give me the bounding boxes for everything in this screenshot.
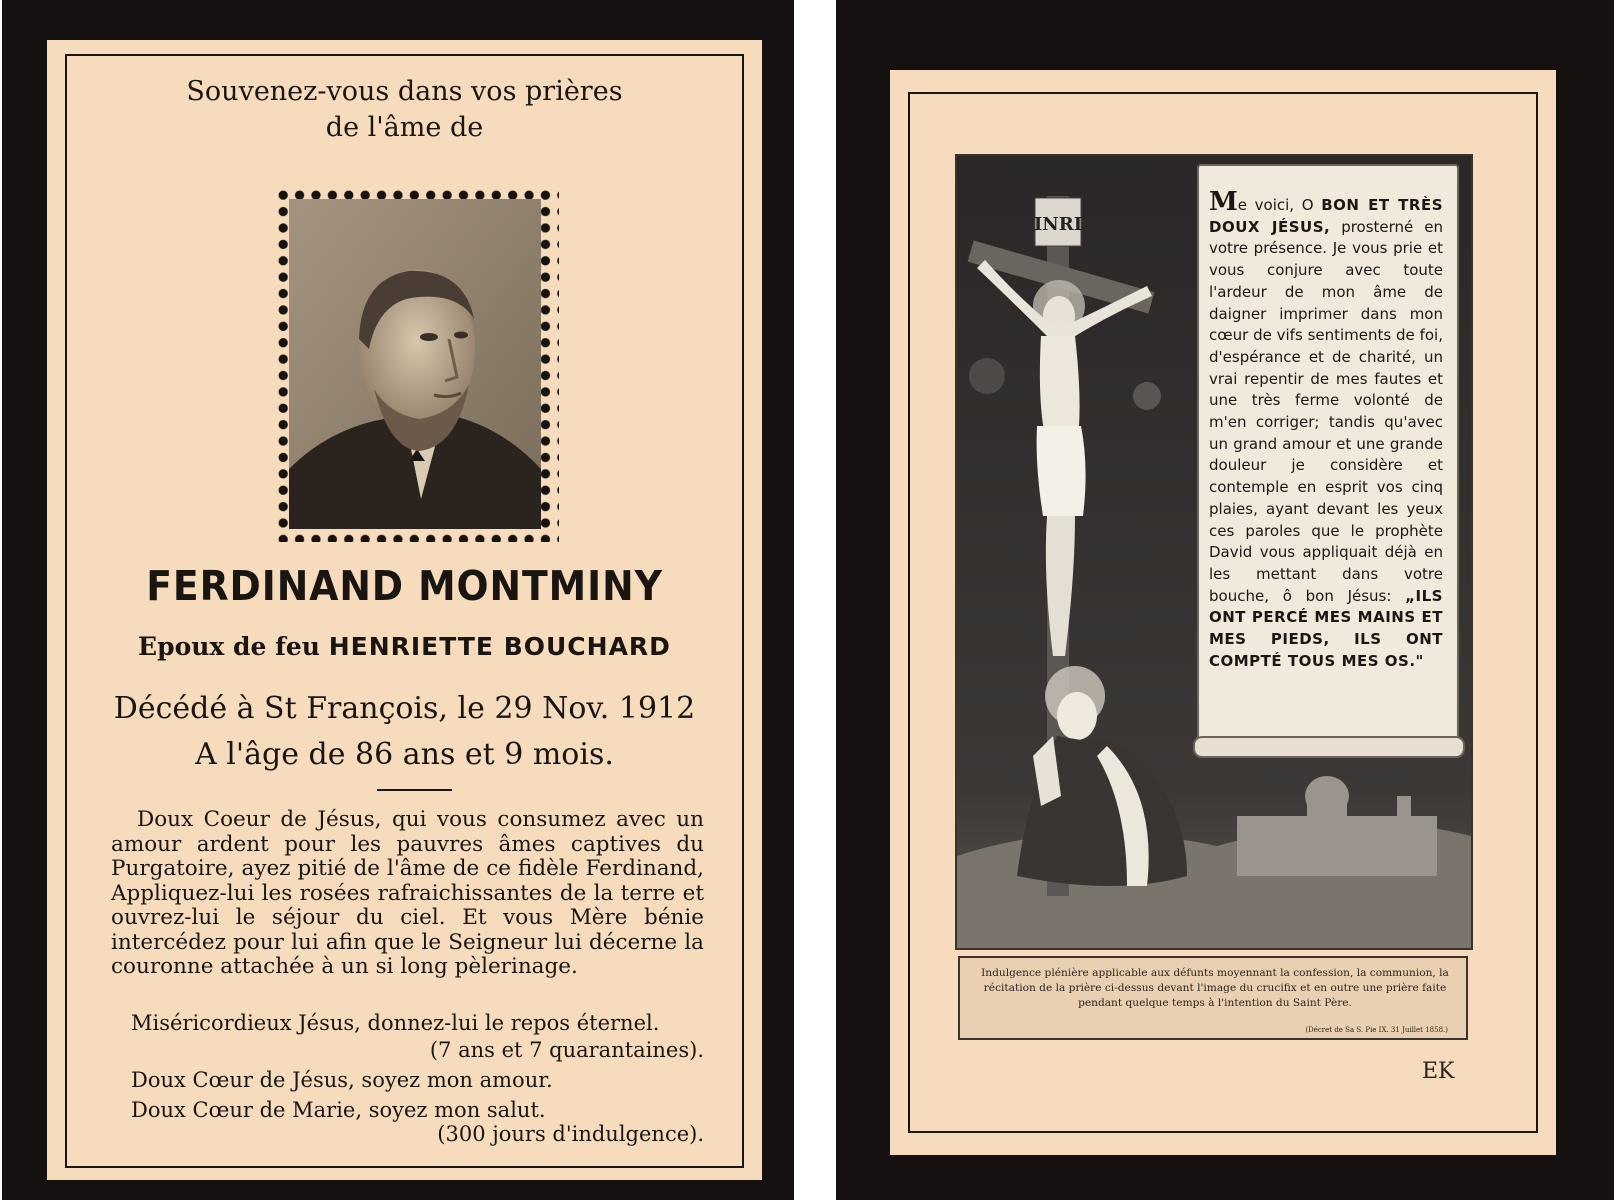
scroll-caps-b: „ILS ONT PERCÉ MES MAINS ET MES PIEDS, ILS ONT COMPTÉ TOUS MES OS."	[1209, 586, 1443, 670]
inri-plaque: INRI	[1033, 214, 1083, 235]
divider	[377, 789, 452, 791]
invocation-2: Doux Cœur de Jésus, soyez mon amour.	[131, 1068, 553, 1092]
spouse-name: HENRIETTE BOUCHARD	[328, 632, 671, 661]
indulgence-text: Indulgence plénière applicable aux défunts moyennant la confession, la communion, la récitation de la prière ci-dessus devant l'image du crucifix et en outre une prière faite pendant quelque temps à l'intention du Saint Père.	[981, 967, 1449, 1009]
prayer-paragraph: Doux Coeur de Jésus, qui vous consumez avec un amour ardent pour les pauvres âmes captives du Purgatoire, ayez pitié de l'âme de ce fidèle Ferdinand, Appliquez-lui les rosées rafraichissantes de la terre et ouvrez-lui le séjour du ciel. Et vous Mère bénie intercédez pour lui afin que le Seigneur lui décerne la couronne attachée à un si long pèlerinage.	[111, 807, 704, 979]
invocation-3: Doux Cœur de Marie, soyez mon salut.	[131, 1098, 546, 1122]
scroll-prayer	[1209, 187, 1443, 672]
header-line-2: de l'âme de	[325, 112, 484, 143]
portrait-photo	[289, 199, 541, 529]
death-date-line: Décédé à St François, le 29 Nov. 1912	[113, 691, 696, 726]
crucifixion-illustration	[955, 154, 1473, 950]
spouse-prefix: Epoux de feu	[138, 632, 320, 661]
prayer-scroll	[1197, 164, 1459, 746]
scroll-roll	[1193, 736, 1465, 758]
memorial-card-front	[2, 0, 794, 1200]
header-line-1: Souvenez-vous dans vos prières	[186, 76, 623, 107]
age-line: A l'âge de 86 ans et 9 mois.	[195, 737, 614, 772]
spouse-line	[67, 632, 742, 661]
card-frame	[65, 54, 744, 1168]
scroll-text-b: prosterné en votre présence. Je vous prie et vous conjure avec toute l'ardeur de mon âme de daigner imprimer dans mon cœur de vifs sentiments de foi, d'espérance et de charité, un vrai repentir de mes fautes et une très ferme volonté de m'en corriger; tandis qu'avec un grand amour et une grande douleur je considère et contemple en esprit vos cinq plaies, ayant devant les yeux ces paroles que le prophète David vous appliquait déjà en les mettant dans votre bouche, ô bon Jésus:	[1209, 217, 1443, 605]
invocation-1: Miséricordieux Jésus, donnez-lui le repos éternel.	[131, 1011, 660, 1035]
decree-note: (Décret de Sa S. Pie IX. 31 Juillet 1858.)	[1305, 1026, 1448, 1034]
memorial-card-back	[836, 0, 1614, 1200]
portrait-image	[289, 199, 541, 529]
card-paper	[47, 40, 762, 1180]
deceased-name: FERDINAND MONTMINY	[146, 562, 663, 610]
scroll-text-a: e voici, O	[1237, 196, 1314, 214]
card-paper	[890, 70, 1556, 1155]
portrait-dotted-border	[275, 187, 559, 542]
indulgence-box	[958, 956, 1468, 1040]
prayer-text	[111, 808, 704, 980]
death-info	[67, 686, 742, 778]
invocation-3-note: (300 jours d'indulgence).	[437, 1122, 704, 1146]
printer-monogram: EK	[1422, 1059, 1455, 1084]
invocation-1-note: (7 ans et 7 quarantaines).	[429, 1038, 704, 1062]
scroll-initial: M	[1209, 187, 1238, 217]
card-header	[67, 74, 742, 146]
card-frame	[908, 92, 1538, 1133]
scroll-caps-a: BON ET TRÈS DOUX JÉSUS,	[1209, 196, 1443, 236]
